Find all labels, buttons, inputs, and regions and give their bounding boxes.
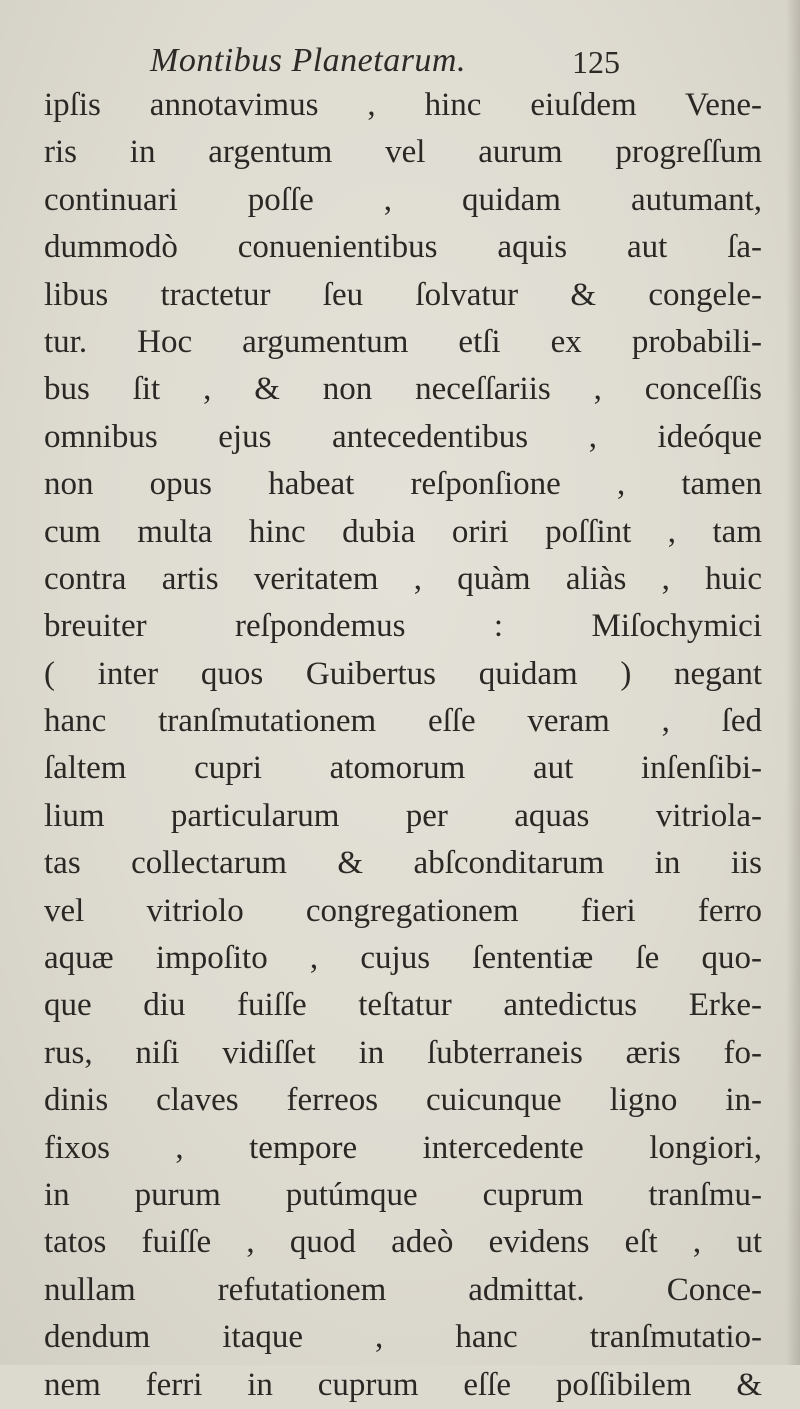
text-line: fixos , tempore intercedente longiori, <box>44 1129 762 1166</box>
text-line: contra artis veritatem , quàm aliàs , huic <box>44 560 762 597</box>
text-line: ( inter quos Guibertus quidam ) negant <box>44 655 762 692</box>
page-edge-shadow <box>786 0 800 1365</box>
running-head-title: Montibus Planetarum. <box>150 42 466 79</box>
text-line: ris in argentum vel aurum progreſſum <box>44 134 762 171</box>
text-line: cum multa hinc dubia oriri poſſint , tam <box>44 513 762 550</box>
text-line: non opus habeat reſponſione , tamen <box>44 466 762 503</box>
text-line: aquæ impoſito , cujus ſententiæ ſe quo- <box>44 940 762 977</box>
text-line: nullam refutationem admittat. Conce- <box>44 1271 762 1308</box>
body-text <box>44 82 764 1409</box>
text-line: omnibus ejus antecedentibus , ideóque <box>44 418 762 455</box>
text-line: bus ſit , & non neceſſariis , conceſſis <box>44 371 762 408</box>
text-line: que diu fuiſſe teſtatur antedictus Erke- <box>44 987 762 1024</box>
text-line: continuari poſſe , quidam autumant, <box>44 181 762 218</box>
page-number: 125 <box>572 44 620 80</box>
text-line: ſaltem cupri atomorum aut inſenſibi- <box>44 750 762 787</box>
text-line: breuiter reſpondemus : Miſochymici <box>44 608 762 645</box>
text-line: ipſis annotavimus , hinc eiuſdem Vene- <box>44 87 762 123</box>
text-line: dinis claves ferreos cuicunque ligno in- <box>44 1082 762 1119</box>
text-line: nem ferri in cuprum eſſe poſſibilem & <box>44 1366 762 1403</box>
text-line: vel vitriolo congregationem fieri ferro <box>44 892 762 929</box>
text-line: dummodò conuenientibus aquis aut ſa- <box>44 229 762 266</box>
text-line: tatos fuiſſe , quod adeò evidens eſt , ut <box>44 1224 762 1261</box>
text-line: tur. Hoc argumentum etſi ex probabili- <box>44 323 762 360</box>
text-line: tas collectarum & abſconditarum in iis <box>44 845 762 882</box>
text-line: in purum putúmque cuprum tranſmu- <box>44 1176 762 1213</box>
text-line: hanc tranſmutationem eſſe veram , ſed <box>44 703 762 740</box>
text-line: dendum itaque , hanc tranſmutatio- <box>44 1319 762 1356</box>
text-line: lium particularum per aquas vitriola- <box>44 797 762 834</box>
text-line: libus tractetur ſeu ſolvatur & congele- <box>44 276 762 313</box>
text-line: rus, niſi vidiſſet in ſubterraneis æris fo- <box>44 1034 762 1071</box>
